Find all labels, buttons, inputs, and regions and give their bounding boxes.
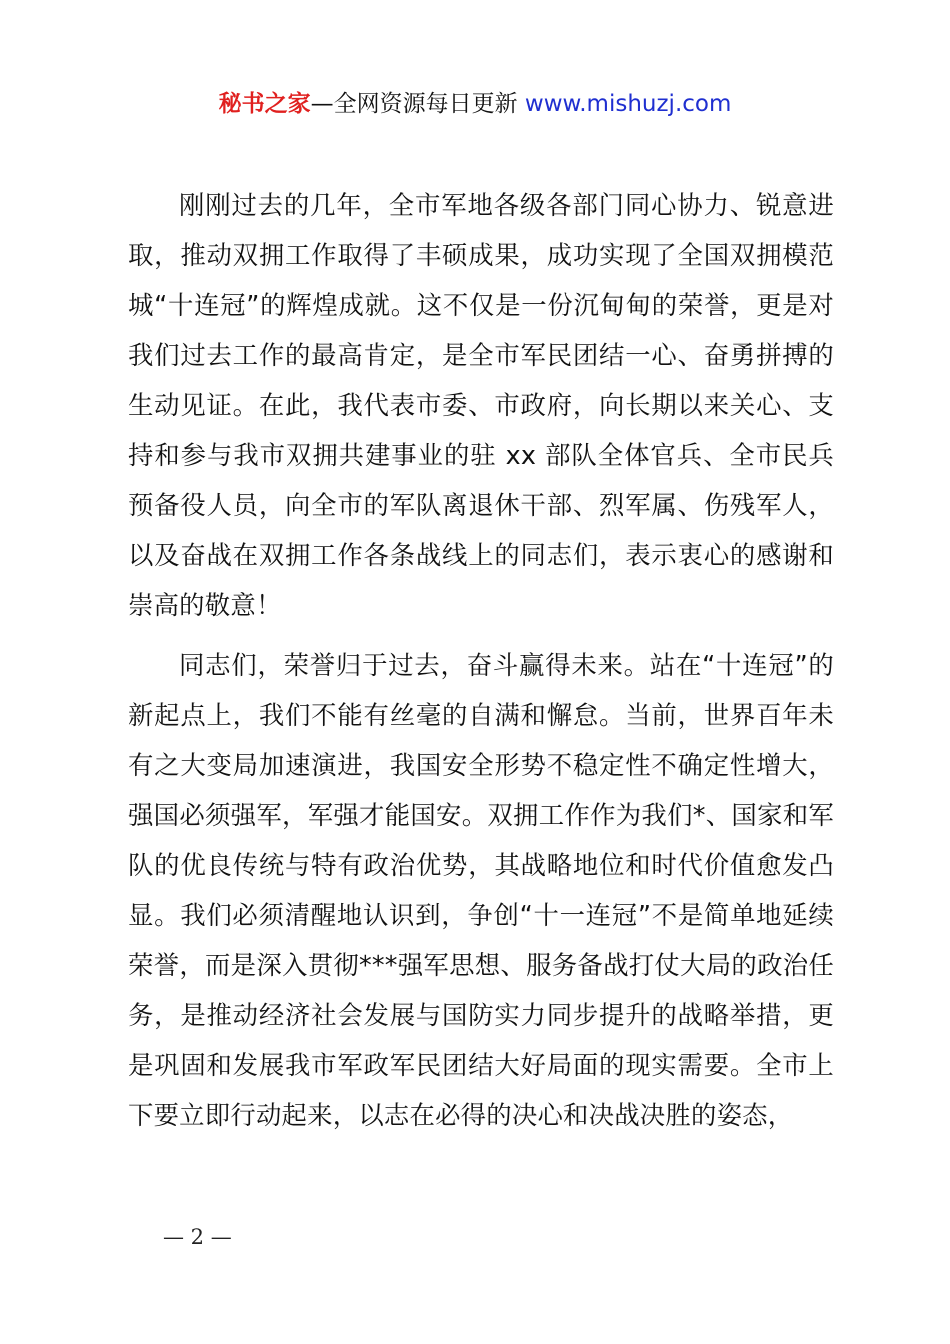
document-body (128, 180, 834, 1140)
paragraph-2: 同志们，荣誉归于过去，奋斗赢得未来。站在“十连冠”的新起点上，我们不能有丝毫的自满和懈怠。当前，世界百年未有之大变局加速演进，我国安全形势不稳定性不确定性增大，强国必须强军，军强才能国安。双拥工作作为我们*、国家和军队的优良传统与特有政治优势，其战略地位和时代价值愈发凸显。我们必须清醒地认识到，争创“十一连冠”不是简单地延续荣誉，而是深入贯彻***强军思想、服务备战打仗大局的政治任务，是推动经济社会发展与国防实力同步提升的战略举措，更是巩固和发展我市军政军民团结大好局面的现实需要。全市上下要立即行动起来，以志在必得的决心和决战决胜的姿态， (128, 650, 834, 1130)
header-tagline: —全网资源每日更新 (310, 91, 525, 117)
site-header (0, 88, 950, 120)
brand-name: 秘书之家 (218, 91, 311, 117)
page-number: — 2 — (163, 1225, 232, 1249)
site-url: www.mishuzj.com (524, 91, 732, 117)
paragraph-1: 刚刚过去的几年，全市军地各级各部门同心协力、锐意进取，推动双拥工作取得了丰硕成果，成功实现了全国双拥模范城“十连冠”的辉煌成就。这不仅是一份沉甸甸的荣誉，更是对我们过去工作的最高肯定，是全市军民团结一心、奋勇拼搏的生动见证。在此，我代表市委、市政府，向长期以来关心、支持和参与我市双拥共建事业的驻 xx 部队全体官兵、全市民兵预备役人员，向全市的军队离退休干部、烈军属、伤残军人，以及奋战在双拥工作各条战线上的同志们，表示衷心的感谢和崇高的敬意！ (128, 190, 834, 620)
